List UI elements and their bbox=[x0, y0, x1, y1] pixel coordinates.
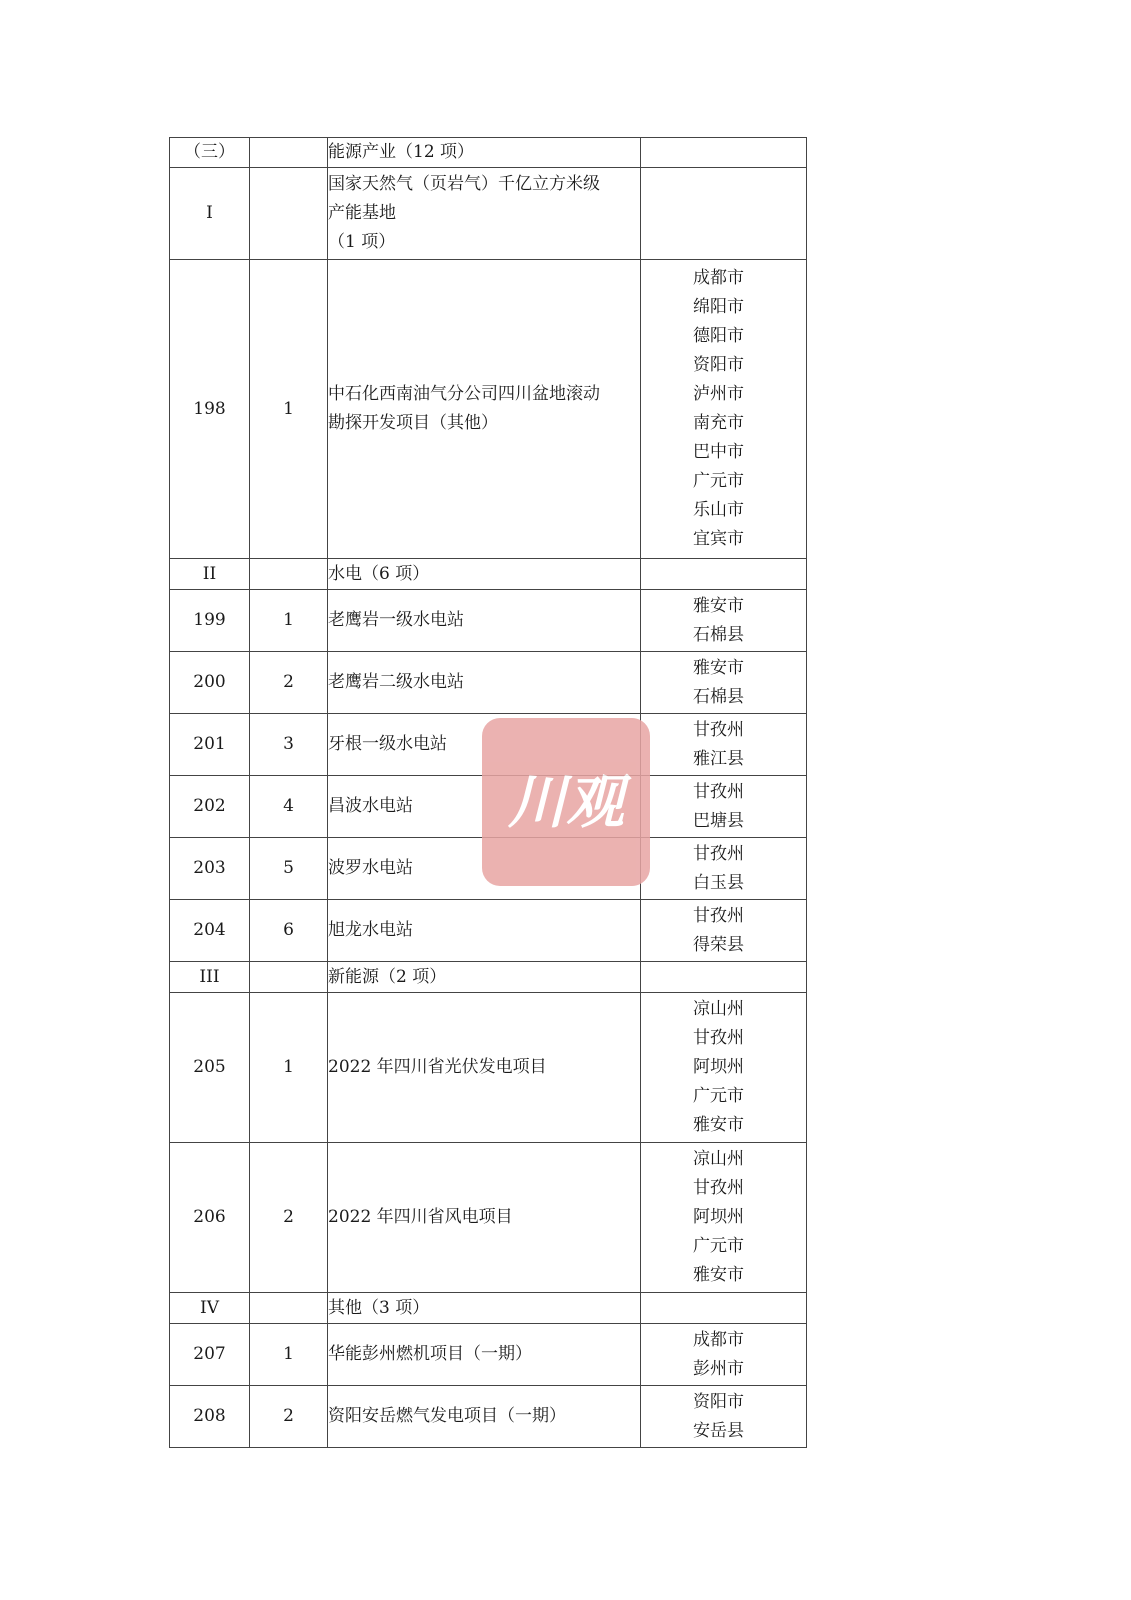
location-line: 资阳市 bbox=[693, 355, 744, 375]
project-name-line: （1 项） bbox=[328, 232, 396, 252]
location-line: 成都市 bbox=[693, 1329, 744, 1350]
row-location-cell bbox=[641, 652, 807, 714]
row-seq-cell: 202 bbox=[170, 776, 250, 838]
location-line: 资阳市 bbox=[693, 1391, 744, 1412]
row-seq-cell: 208 bbox=[170, 1386, 250, 1448]
project-name-line: 水电（6 项） bbox=[328, 563, 430, 584]
row-location-cell bbox=[641, 559, 807, 590]
table-row bbox=[170, 900, 807, 962]
location-line: 雅江县 bbox=[693, 748, 744, 769]
location-line: 甘孜州 bbox=[693, 905, 744, 926]
row-seq-cell: 205 bbox=[170, 993, 250, 1143]
row-project-name-cell bbox=[328, 1293, 641, 1324]
row-sub-cell: 6 bbox=[250, 900, 328, 962]
row-project-name-cell bbox=[328, 962, 641, 993]
row-seq-cell: 201 bbox=[170, 714, 250, 776]
row-sub-cell bbox=[250, 138, 328, 168]
row-sub-cell: 1 bbox=[250, 1324, 328, 1386]
row-project-name-cell bbox=[328, 993, 641, 1143]
location-line: 甘孜州 bbox=[693, 1028, 744, 1048]
row-seq-cell: 207 bbox=[170, 1324, 250, 1386]
location-line: 安岳县 bbox=[693, 1420, 744, 1441]
row-project-name-cell bbox=[328, 260, 641, 559]
row-location-cell bbox=[641, 1143, 807, 1293]
location-line: 白玉县 bbox=[693, 872, 744, 893]
location-line: 雅安市 bbox=[693, 657, 744, 678]
location-line: 巴中市 bbox=[693, 442, 744, 462]
row-seq-cell: 203 bbox=[170, 838, 250, 900]
row-location-cell bbox=[641, 590, 807, 652]
location-line: 乐山市 bbox=[693, 500, 744, 520]
project-name-line: 旭龙水电站 bbox=[328, 920, 413, 940]
location-line: 阿坝州 bbox=[693, 1057, 744, 1077]
location-line: 甘孜州 bbox=[693, 781, 744, 802]
location-line: 石棉县 bbox=[693, 624, 744, 645]
location-line: 德阳市 bbox=[693, 326, 744, 346]
location-line: 绵阳市 bbox=[693, 297, 744, 317]
location-line: 宜宾市 bbox=[693, 529, 744, 549]
project-name-line: 2022 年四川省风电项目 bbox=[328, 1207, 513, 1227]
watermark-logo-icon bbox=[491, 752, 641, 852]
row-seq-cell: IV bbox=[170, 1293, 250, 1324]
location-line: 成都市 bbox=[693, 268, 744, 288]
row-sub-cell: 4 bbox=[250, 776, 328, 838]
location-line: 泸州市 bbox=[693, 384, 744, 404]
row-location-cell bbox=[641, 138, 807, 168]
project-name-line: 产能基地 bbox=[328, 203, 396, 223]
row-seq-cell: 199 bbox=[170, 590, 250, 652]
location-line: 广元市 bbox=[693, 1086, 744, 1106]
project-name-line: 华能彭州燃机项目（一期） bbox=[328, 1344, 532, 1364]
location-line: 凉山州 bbox=[693, 1149, 744, 1169]
project-name-line: 老鹰岩二级水电站 bbox=[328, 672, 464, 692]
project-name-line: 新能源（2 项） bbox=[328, 966, 447, 987]
row-sub-cell: 2 bbox=[250, 1143, 328, 1293]
table-row bbox=[170, 590, 807, 652]
watermark-logo bbox=[482, 718, 650, 886]
location-line: 彭州市 bbox=[693, 1358, 744, 1379]
row-location-cell bbox=[641, 838, 807, 900]
table-row bbox=[170, 1324, 807, 1386]
row-project-name-cell bbox=[328, 138, 641, 168]
row-sub-cell bbox=[250, 168, 328, 260]
table-row bbox=[170, 260, 807, 559]
project-name-line: 2022 年四川省光伏发电项目 bbox=[328, 1057, 547, 1077]
location-line: 阿坝州 bbox=[693, 1207, 744, 1227]
row-sub-cell: 2 bbox=[250, 1386, 328, 1448]
row-seq-cell: 206 bbox=[170, 1143, 250, 1293]
row-location-cell bbox=[641, 993, 807, 1143]
row-sub-cell: 2 bbox=[250, 652, 328, 714]
row-seq-cell: 200 bbox=[170, 652, 250, 714]
table-row bbox=[170, 168, 807, 260]
project-name-line: 昌波水电站 bbox=[328, 796, 413, 816]
row-seq-cell: 204 bbox=[170, 900, 250, 962]
table-row bbox=[170, 138, 807, 168]
project-name-line: 能源产业（12 项） bbox=[328, 142, 475, 162]
row-location-cell bbox=[641, 776, 807, 838]
location-line: 雅安市 bbox=[693, 1265, 744, 1285]
location-line: 广元市 bbox=[693, 1236, 744, 1256]
table-row bbox=[170, 993, 807, 1143]
location-line: 南充市 bbox=[693, 413, 744, 433]
row-sub-cell bbox=[250, 1293, 328, 1324]
row-sub-cell bbox=[250, 962, 328, 993]
row-seq-cell: 198 bbox=[170, 260, 250, 559]
row-project-name-cell bbox=[328, 559, 641, 590]
table-row bbox=[170, 1143, 807, 1293]
location-line: 甘孜州 bbox=[693, 843, 744, 864]
project-name-line: 波罗水电站 bbox=[328, 858, 413, 878]
project-name-line: 资阳安岳燃气发电项目（一期） bbox=[328, 1406, 566, 1426]
table-row bbox=[170, 1386, 807, 1448]
row-project-name-cell bbox=[328, 1324, 641, 1386]
table-row bbox=[170, 962, 807, 993]
row-location-cell bbox=[641, 1293, 807, 1324]
row-location-cell bbox=[641, 900, 807, 962]
project-name-line: 中石化西南油气分公司四川盆地滚动 bbox=[328, 384, 600, 404]
location-line: 雅安市 bbox=[693, 595, 744, 616]
row-seq-cell: III bbox=[170, 962, 250, 993]
row-project-name-cell bbox=[328, 652, 641, 714]
project-name-line: 其他（3 项） bbox=[328, 1297, 430, 1318]
row-seq-cell: （三） bbox=[170, 138, 250, 168]
location-line: 得荣县 bbox=[693, 934, 744, 955]
location-line: 甘孜州 bbox=[693, 1178, 744, 1198]
row-location-cell bbox=[641, 260, 807, 559]
location-line: 甘孜州 bbox=[693, 719, 744, 740]
table-row bbox=[170, 1293, 807, 1324]
row-location-cell bbox=[641, 1324, 807, 1386]
row-project-name-cell bbox=[328, 900, 641, 962]
table-row bbox=[170, 652, 807, 714]
row-sub-cell: 1 bbox=[250, 260, 328, 559]
row-location-cell bbox=[641, 168, 807, 260]
project-name-line: 国家天然气（页岩气）千亿立方米级 bbox=[328, 174, 600, 194]
row-project-name-cell bbox=[328, 168, 641, 260]
row-sub-cell: 3 bbox=[250, 714, 328, 776]
row-location-cell bbox=[641, 714, 807, 776]
row-location-cell bbox=[641, 962, 807, 993]
project-name-line: 勘探开发项目（其他） bbox=[328, 413, 498, 433]
table-row bbox=[170, 559, 807, 590]
row-sub-cell: 1 bbox=[250, 590, 328, 652]
project-name-line: 老鹰岩一级水电站 bbox=[328, 610, 464, 630]
row-project-name-cell bbox=[328, 1143, 641, 1293]
row-project-name-cell bbox=[328, 1386, 641, 1448]
row-sub-cell bbox=[250, 559, 328, 590]
row-location-cell bbox=[641, 1386, 807, 1448]
location-line: 巴塘县 bbox=[693, 810, 744, 831]
project-name-line: 牙根一级水电站 bbox=[328, 734, 447, 754]
watermark-text: 川观 bbox=[507, 768, 625, 836]
row-project-name-cell bbox=[328, 590, 641, 652]
location-line: 雅安市 bbox=[693, 1115, 744, 1135]
location-line: 广元市 bbox=[693, 471, 744, 491]
row-seq-cell: I bbox=[170, 168, 250, 260]
location-line: 石棉县 bbox=[693, 686, 744, 707]
row-sub-cell: 5 bbox=[250, 838, 328, 900]
row-seq-cell: II bbox=[170, 559, 250, 590]
location-line: 凉山州 bbox=[693, 999, 744, 1019]
row-sub-cell: 1 bbox=[250, 993, 328, 1143]
